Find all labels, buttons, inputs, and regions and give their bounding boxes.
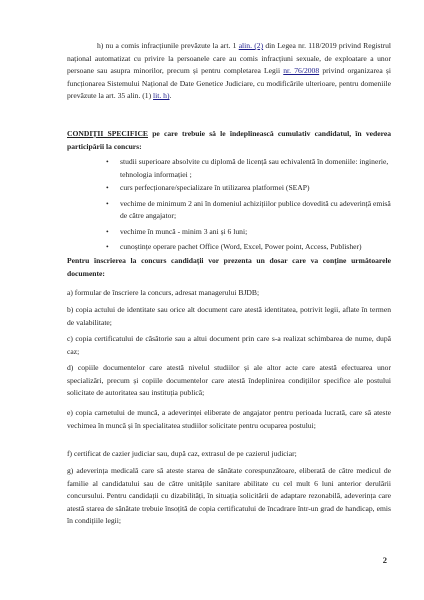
dossier-item-d: d) copiile documentelor care atestă nivelul studiilor și ale altor acte care atestă efectuarea unor specializări, precum și copiile documentelor care atestă îndeplinirea condițiilor specifice ale postului solicitate de autoritatea sau instituția publică; (67, 363, 391, 398)
dossier-heading: Pentru înscrierea la concurs candidații vor prezenta un dosar care va conține următoarele documente: (67, 256, 391, 278)
dossier-item-g: g) adeverința medicală care să ateste starea de sănătate corespunzătoare, eliberată de către medicul de familie al candidatului sau de către unitățile sanitare abilitate cu cel mult 6 luni anterior derulării concursului. Pentru candidații cu dizabilități, în situația solicitării de adaptare rezonabilă, adeverința care atestă starea de sănătate trebuie însoțită de copia certificatului de încadrare într-un grad de handicap, emis în condițiile legii; (67, 466, 391, 526)
bullet-text: cunoștințe operare pachet Office (Word, Excel, Power point, Access, Publisher) (120, 241, 362, 251)
dossier-item-f: f) certificat de cazier judiciar sau, după caz, extrasul de pe cazierul judiciar; (67, 449, 297, 458)
text-segment: . (169, 91, 172, 101)
bullet-icon: • (106, 183, 109, 193)
bullet-text: vechime în muncă - minim 3 ani și 6 luni; (120, 226, 248, 236)
specific-conditions-heading (67, 128, 391, 153)
heading-rest: pe care trebuie să le îndeplinească cumulativ candidatul, în vederea participării la concurs: (67, 129, 391, 151)
link-law-76-2008[interactable]: nr. 76/2008 (283, 66, 320, 76)
list-item (106, 182, 391, 195)
bullet-icon: • (106, 157, 109, 166)
bullet-text: vechime de minimum 2 ani în domeniul achizițiilor publice dovedită cu adeverință emisă de către angajator; (120, 198, 391, 221)
list-item (106, 198, 391, 223)
list-item (106, 226, 391, 239)
link-alin-2[interactable]: alin. (2) (238, 41, 264, 50)
bullet-text: curs perfecționare/specializare în utilizarea platformei (SEAP) (120, 183, 310, 193)
text-segment: h) nu a comis infracțiunile prevăzute la art. 1 (97, 41, 239, 50)
bullet-text: studii superioare absolvite cu diplomă de licență sau echivalentă în domeniile: inginerie, tehnologia informației ; (120, 157, 389, 179)
text-segment: din Legea nr. 118/2019 privind Registrul național automatizat cu privire la persoanele care au comis infracțiuni sexuale, de exploatare a unor persoane sau asupra minorilor, precum și pentru completarea Legii (67, 41, 391, 76)
dossier-item-c: c) copia certificatului de căsătorie sau a altui document prin care s-a realizat schimbarea de nume, după caz; (67, 334, 391, 356)
specific-conditions-list (106, 156, 391, 253)
paragraph-h (67, 40, 391, 103)
page-number: 2 (382, 555, 387, 565)
bullet-icon: • (106, 226, 109, 236)
dossier-item-e: e) copia carnetului de muncă, a adeverinței eliberate de angajator pentru perioada lucrată, care să ateste vechimea în muncă și în specialitatea studiilor solicitate pentru ocuparea postului; (67, 408, 391, 430)
text-segment: privind organizarea și funcționarea Sistemului Național de Date Genetice Judiciare, cu modificările ulterioare, pentru domeniile prevăzute la art. 35 alin. (1) (67, 66, 391, 101)
list-item (106, 241, 391, 254)
bullet-icon: • (106, 198, 109, 208)
link-lit-h[interactable]: lit. h) (153, 91, 170, 101)
bullet-icon: • (106, 241, 109, 251)
list-item (106, 156, 391, 181)
heading-underlined: CONDIȚII SPECIFICE (67, 129, 148, 138)
dossier-item-a: a) formular de înscriere la concurs, adresat managerului BJDB; (67, 288, 260, 297)
dossier-item-b: b) copia actului de identitate sau orice alt document care atestă identitatea, potrivit legii, aflate în termen de valabilitate; (67, 305, 391, 327)
